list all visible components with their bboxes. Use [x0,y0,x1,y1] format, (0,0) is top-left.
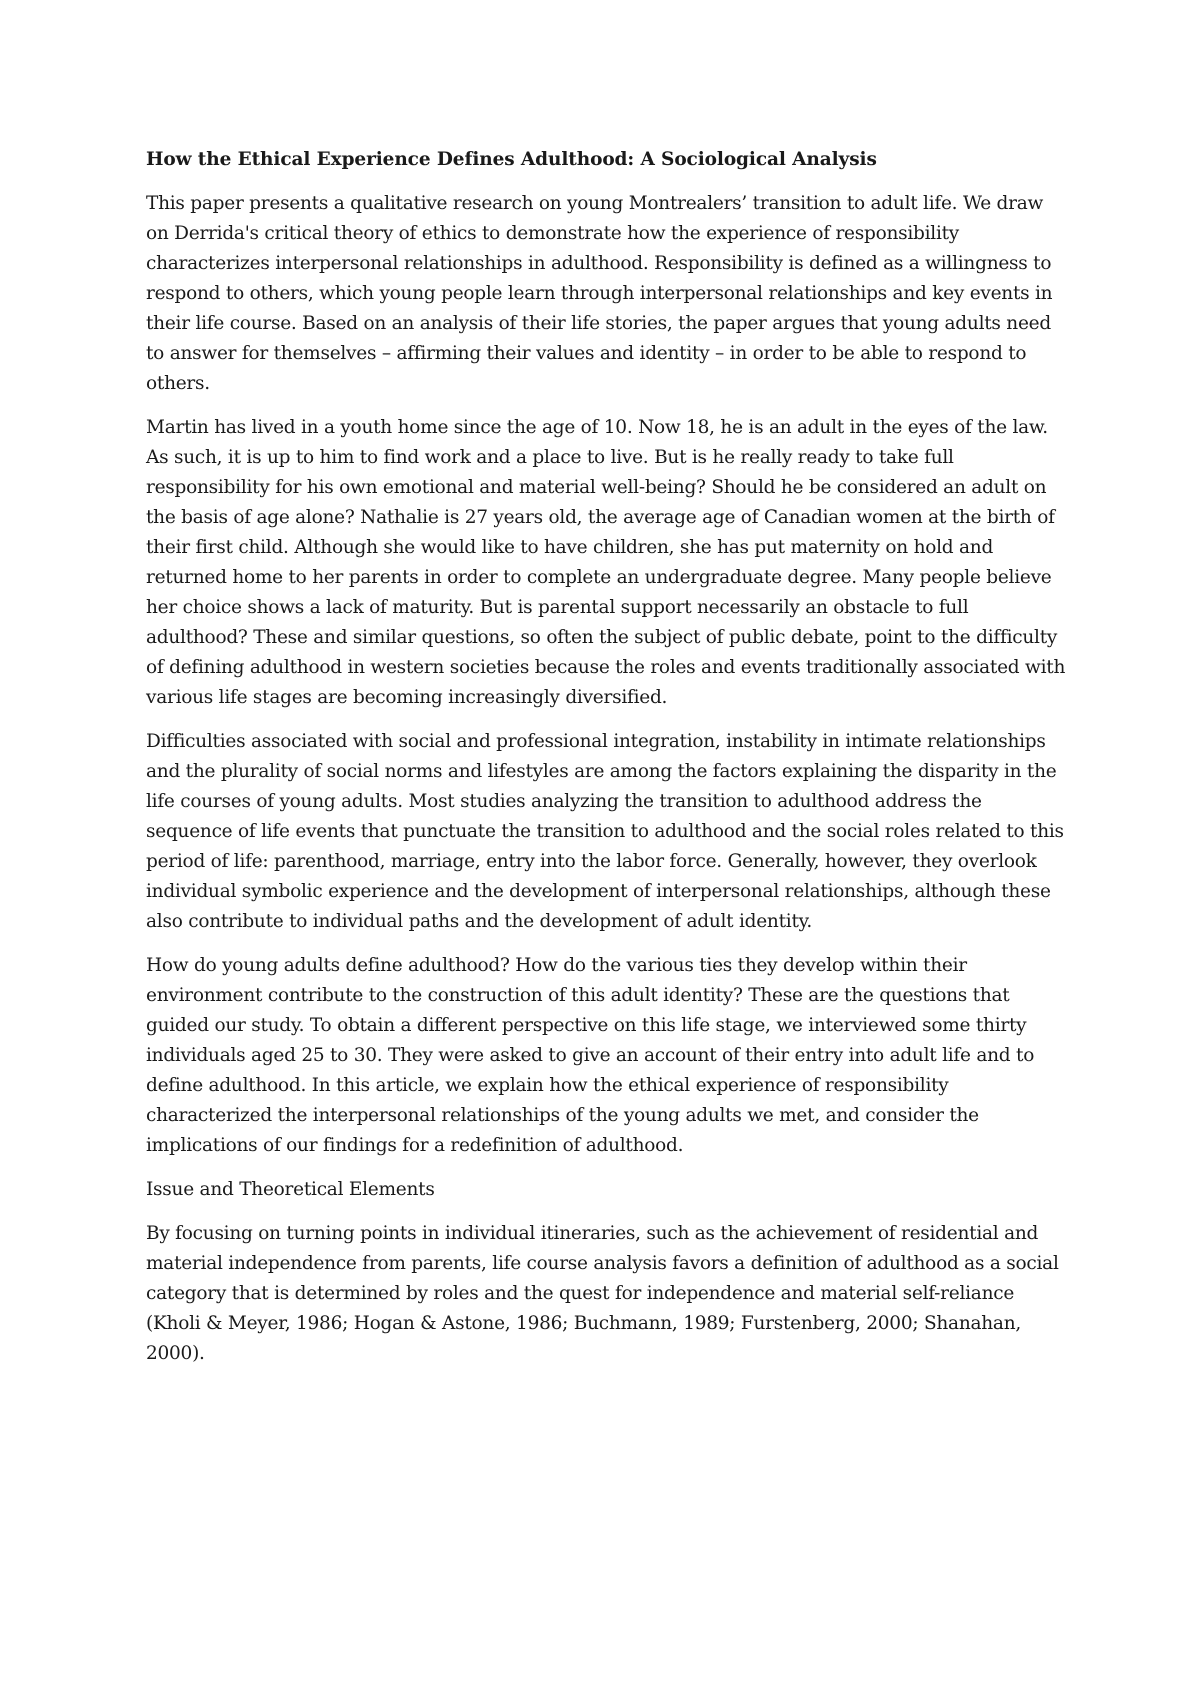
document-title: How the Ethical Experience Defines Adulthood: A Sociological Analysis [146,149,877,170]
body-paragraph: Difficulties associated with social and professional integration, instability in intimate relationships and the plurality of social norms and lifestyles are among the factors explaining the disparity in the life courses of young adults. Most studies analyzing the transition to adulthood address the sequence of life events that punctuate the transition to adulthood and the social roles related to this period of life: parenthood, marriage, entry into the labor force. Generally, however, they overlook individual symbolic experience and the development of interpersonal relationships, although these also contribute to individual paths and the development of adult identity. [146,731,1064,932]
abstract-paragraph: This paper presents a qualitative research on young Montrealers’ transition to adult life. We draw on Derrida's critical theory of ethics to demonstrate how the experience of responsibility characterizes interpersonal relationships in adulthood. Responsibility is defined as a willingness to respond to others, which young people learn through interpersonal relationships and key events in their life course. Based on an analysis of their life stories, the paper argues that young adults need to answer for themselves – affirming their values and identity – in order to be able to respond to others. [146,193,1053,394]
section-paragraph: By focusing on turning points in individual itineraries, such as the achievement of residential and material independence from parents, life course analysis favors a definition of adulthood as a social category that is determined by roles and the quest for independence and material self-reliance (Kholi & Meyer, 1986; Hogan & Astone, 1986; Buchmann, 1989; Furstenberg, 2000; Shanahan, 2000). [146,1223,1059,1364]
body-paragraph: How do young adults define adulthood? How do the various ties they develop within their environment contribute to the construction of this adult identity? These are the questions that guided our study. To obtain a different perspective on this life stage, we interviewed some thirty individuals aged 25 to 30. They were asked to give an account of their entry into adult life and to define adulthood. In this article, we explain how the ethical experience of responsibility characterized the interpersonal relationships of the young adults we met, and consider the implications of our findings for a redefinition of adulthood. [146,955,1035,1156]
body-paragraph: Martin has lived in a youth home since the age of 10. Now 18, he is an adult in the eyes of the law. As such, it is up to him to find work and a place to live. But is he really ready to take full responsibility for his own emotional and material well-being? Should he be considered an adult on the basis of age alone? Nathalie is 27 years old, the average age of Canadian women at the birth of their first child. Although she would like to have children, she has put maternity on hold and returned home to her parents in order to complete an undergraduate degree. Many people believe her choice shows a lack of maturity. But is parental support necessarily an obstacle to full adulthood? These and similar questions, so often the subject of public debate, point to the difficulty of defining adulthood in western societies because the roles and events traditionally associated with various life stages are becoming increasingly diversified. [146,417,1066,708]
section-heading: Issue and Theoretical Elements [146,1179,435,1200]
